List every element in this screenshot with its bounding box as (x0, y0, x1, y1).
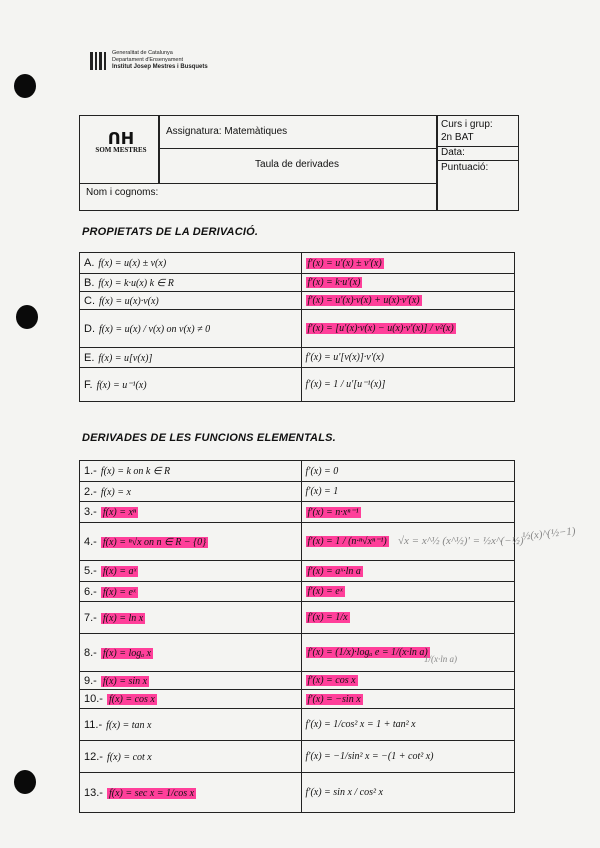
derivative-formula: f'(x) = 0 (305, 465, 339, 477)
table-row (80, 482, 515, 502)
function-formula: f(x) = cos x (108, 694, 155, 705)
table-row (80, 461, 515, 482)
function-formula: f(x) = ln x (102, 612, 144, 624)
derivative-formula: f'(x) = u'(x)·v(x) + u(x)·v'(x) (307, 295, 420, 306)
function-cell (80, 482, 302, 502)
derivative-formula: f'(x) = 1/cos² x = 1 + tan² x (305, 719, 416, 730)
function-cell (80, 310, 302, 348)
function-cell (80, 274, 302, 292)
table-row (80, 253, 515, 274)
handwritten-note-1: √x = x^½ (x^½)' = ½x^(−½) (398, 535, 524, 547)
function-formula: f(x) = u⁻¹(x) (96, 379, 147, 391)
section-title-elementary: DERIVADES DE LES FUNCIONS ELEMENTALS. (82, 432, 336, 444)
row-label: E. (84, 351, 95, 364)
function-cell (80, 690, 302, 709)
row-label: D. (84, 322, 95, 335)
course-value: 2n BAT (441, 132, 474, 143)
function-cell (80, 672, 302, 690)
derivative-formula: f'(x) = −sin x (307, 693, 361, 705)
elementary-derivatives-table (79, 460, 515, 813)
table-row (80, 773, 515, 813)
derivative-formula: f'(x) = (1/x)·logₐ e = 1/(x·ln a) (307, 647, 428, 658)
function-formula: f(x) = logₐ x (102, 647, 152, 659)
table-row (80, 690, 515, 709)
function-formula: f(x) = sin x (102, 675, 148, 687)
function-formula: f(x) = u(x)·v(x) (99, 295, 159, 307)
function-formula: f(x) = xⁿ (102, 507, 137, 518)
derivative-formula: f'(x) = 1 / (n·ⁿ√xⁿ⁻¹) (307, 536, 387, 547)
row-label: 13.- (84, 786, 103, 799)
name-label: Nom i cognoms: (86, 187, 159, 198)
derivative-formula: f'(x) = 1/x (307, 612, 348, 623)
table-row (80, 561, 515, 582)
derivative-cell (301, 561, 514, 582)
function-cell (80, 348, 302, 368)
function-cell (80, 773, 302, 813)
derivative-formula: f'(x) = u'(x) ± v'(x) (307, 257, 382, 269)
derivative-cell (301, 461, 514, 482)
derivative-formula: f'(x) = aˣ·ln a (307, 565, 361, 577)
function-formula: f(x) = k·u(x) k ∈ R (98, 277, 174, 289)
row-label: 5.- (84, 565, 97, 577)
row-label: 4.- (84, 535, 97, 548)
table-row (80, 310, 515, 348)
row-label: 9.- (84, 674, 97, 687)
derivative-cell (301, 310, 514, 348)
function-cell (80, 523, 302, 561)
subject-label: Assignatura: Matemàtiques (166, 126, 288, 137)
row-label: F. (84, 378, 93, 391)
institution-name: Generalitat de Catalunya Departament d'Ensenyament Institut Josep Mestres i Busquets (112, 50, 208, 70)
derivative-cell (301, 602, 514, 634)
function-cell (80, 368, 302, 402)
derivative-cell (301, 634, 514, 672)
derivative-cell (301, 292, 514, 310)
table-row (80, 602, 515, 634)
function-formula: f(x) = x (100, 486, 131, 498)
derivative-cell (301, 690, 514, 709)
row-label: 7.- (84, 611, 97, 624)
score-label: Puntuació: (441, 162, 489, 173)
punch-hole-top (14, 74, 36, 98)
section-title-properties: PROPIETATS DE LA DERIVACIÓ. (82, 226, 259, 238)
row-label: C. (84, 294, 95, 307)
table-row (80, 348, 515, 368)
function-cell (80, 741, 302, 773)
function-cell (80, 602, 302, 634)
derivative-cell (301, 773, 514, 813)
punch-hole-middle (16, 305, 38, 329)
derivative-formula: f'(x) = −1/sin² x = −(1 + cot² x) (305, 751, 434, 762)
function-formula: f(x) = u[v(x)] (98, 352, 153, 364)
derivative-cell (301, 741, 514, 773)
table-row (80, 672, 515, 690)
derivative-formula: f'(x) = [u'(x)·v(x) − u(x)·v'(x)] / v²(x) (307, 323, 454, 334)
handwritten-note-2: ½(x)^(½−1) (521, 525, 577, 543)
table-row (80, 274, 515, 292)
function-formula: f(x) = eˣ (102, 586, 136, 598)
function-cell (80, 502, 302, 523)
function-formula: f(x) = k on k ∈ R (100, 466, 171, 477)
row-label: 8.- (84, 646, 97, 659)
derivative-formula: f'(x) = 1 (305, 486, 339, 497)
table-row (80, 709, 515, 741)
properties-table (79, 252, 515, 402)
derivative-cell (301, 672, 514, 690)
header-box (79, 115, 519, 211)
row-label: 10.- (84, 693, 103, 705)
function-cell (80, 292, 302, 310)
table-row (80, 292, 515, 310)
row-label: 6.- (84, 585, 97, 598)
function-cell (80, 582, 302, 602)
table-row (80, 634, 515, 672)
table-row (80, 582, 515, 602)
derivative-cell (301, 274, 514, 292)
derivative-cell (301, 348, 514, 368)
derivative-formula: f'(x) = k·u'(x) (307, 277, 361, 288)
generalitat-logo-icon (90, 52, 106, 70)
punch-hole-bottom (14, 770, 36, 794)
row-label: A. (84, 257, 95, 269)
derivative-formula: f'(x) = cos x (307, 675, 356, 686)
function-formula: f(x) = cot x (106, 751, 152, 763)
function-cell (80, 634, 302, 672)
function-cell (80, 709, 302, 741)
function-formula: f(x) = aˣ (102, 566, 137, 577)
function-formula: f(x) = ⁿ√x on n ∈ R − {0} (102, 536, 207, 548)
row-label: 11.- (84, 718, 103, 731)
derivative-formula: f'(x) = n·xⁿ⁻¹ (307, 506, 359, 518)
derivative-cell (301, 482, 514, 502)
function-cell (80, 461, 302, 482)
function-formula: f(x) = sec x = 1/cos x (108, 787, 195, 799)
date-label: Data: (441, 147, 465, 158)
derivative-cell (301, 368, 514, 402)
derivative-formula: f'(x) = sin x / cos² x (305, 787, 383, 798)
function-cell (80, 561, 302, 582)
derivative-cell (301, 582, 514, 602)
document-title: Taula de derivades (255, 159, 339, 170)
course-label: Curs i grup: (441, 119, 493, 130)
derivative-formula: f'(x) = eˣ (307, 586, 343, 597)
row-label: 2.- (84, 485, 97, 498)
table-row (80, 502, 515, 523)
table-row (80, 741, 515, 773)
row-label: B. (84, 276, 95, 289)
function-formula: f(x) = u(x) ± v(x) (98, 258, 167, 269)
function-cell (80, 253, 302, 274)
derivative-cell (301, 253, 514, 274)
derivative-cell (301, 502, 514, 523)
school-logo-icon: ᑎᕼ (107, 129, 135, 148)
derivative-formula: f'(x) = 1 / u'[u⁻¹(x)] (305, 379, 386, 390)
row-label: 1.- (84, 465, 97, 477)
function-formula: f(x) = u(x) / v(x) on v(x) ≠ 0 (99, 323, 211, 335)
row-label: 3.- (84, 506, 97, 518)
function-formula: f(x) = tan x (106, 719, 152, 731)
handwritten-note-3: 1/(x·ln a) (424, 654, 457, 664)
row-label: 12.- (84, 750, 103, 763)
derivative-formula: f'(x) = u'[v(x)]·v'(x) (305, 352, 384, 363)
derivative-cell (301, 709, 514, 741)
table-row (80, 368, 515, 402)
school-logo: ᑎᕼ SOM MESTRES (88, 132, 154, 154)
